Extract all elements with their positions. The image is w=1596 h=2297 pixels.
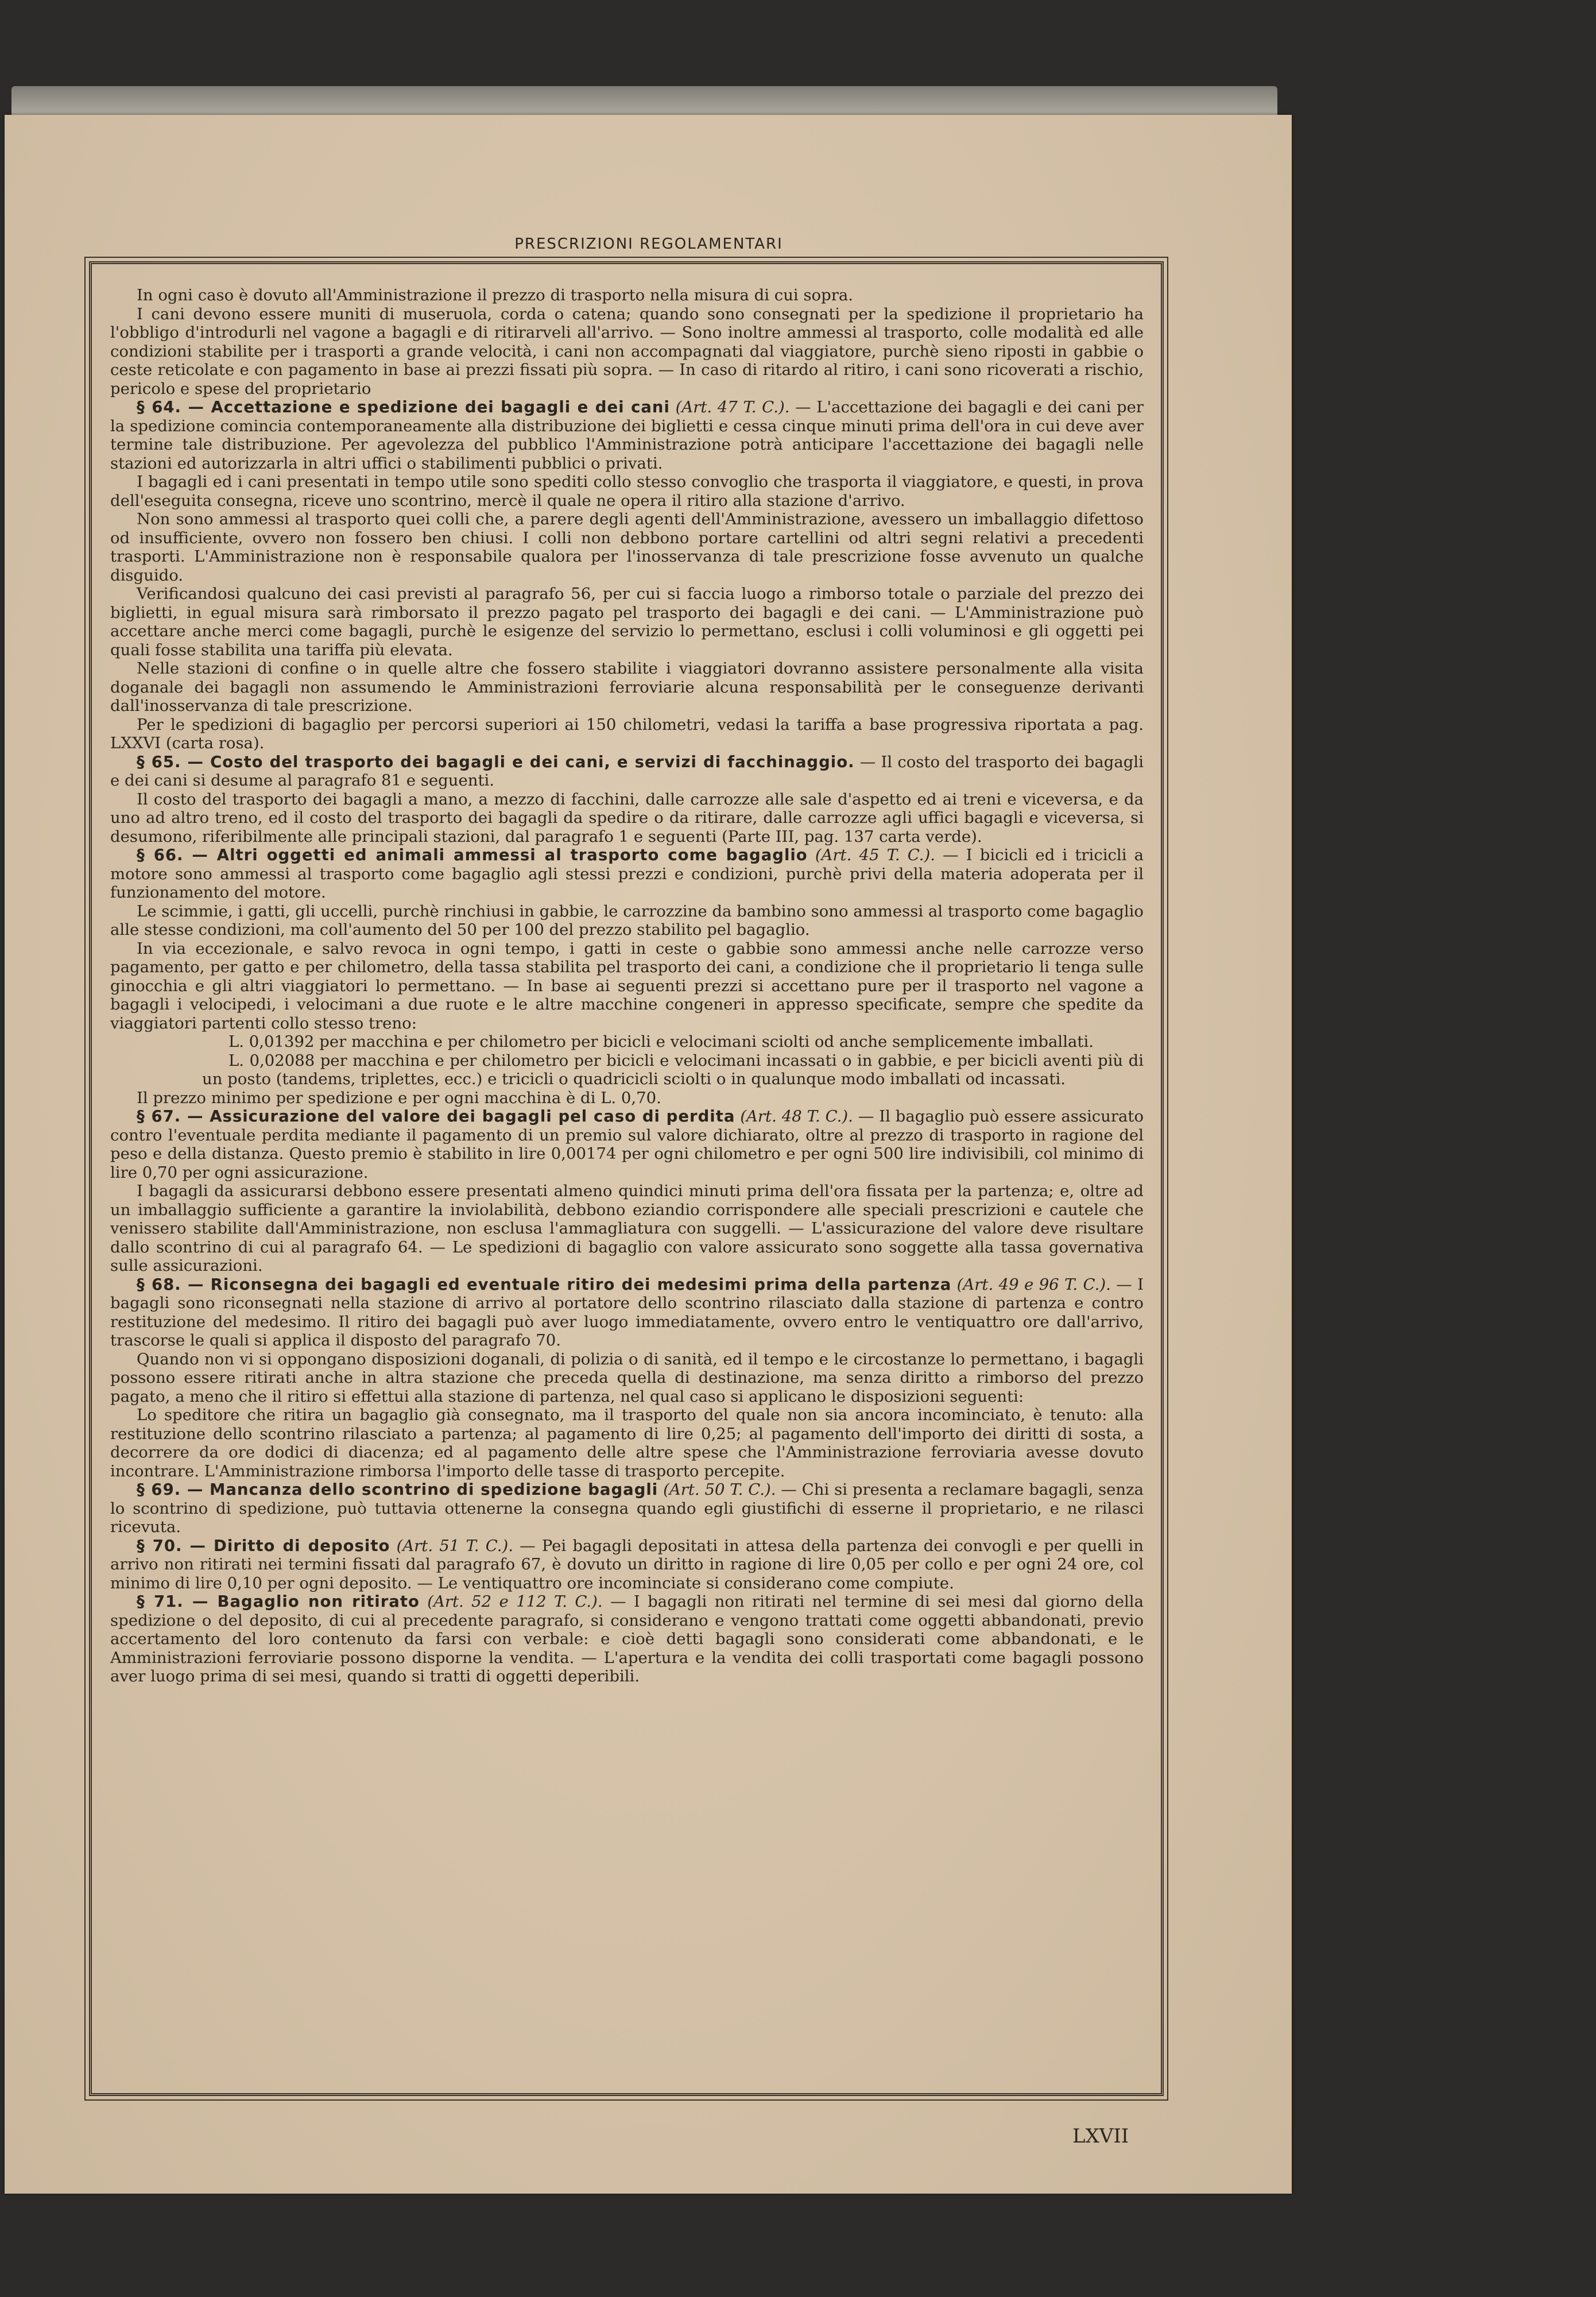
paragraph [110, 473, 1144, 510]
paragraph [110, 790, 1144, 846]
section-heading: § 66. — Altri oggetti ed animali ammessi al trasporto come bagaglio [137, 846, 808, 864]
paragraph-group-2 [110, 1089, 1144, 1686]
tariff-price: L. 0,02088 [228, 1051, 315, 1070]
section-paragraph [110, 1275, 1144, 1350]
page-number: LXVII [1072, 2125, 1129, 2148]
paragraph-text: — Chi si presenta a reclamare bagagli, senza lo scontrino di spedizione, può tuttavia ottenerne la consegna quando egli giustifichi di esserne il proprietario, e ne rilasci ricevuta. [110, 1480, 1144, 1536]
paragraph-text: In via eccezionale, e salvo revoca in ogni tempo, i gatti in ceste o gabbie sono ammessi anche nelle carrozze verso pagamento, per gatto e per chilometro, della tassa stabilita pel trasporto dei cani, a condizione che il proprietario li tenga sulle ginocchia e gli altri viaggiatori lo permettano. — In base ai seguenti prezzi si accettano pure per il trasporto nel vagone a bagagli i velocipedi, i velocimani a due ruote e le altre macchine congeneri in appresso specificate, sempre che spedite da viaggiatori partenti collo stesso treno: [110, 939, 1144, 1033]
article-reference: (Art. 51 T. C.). [396, 1536, 513, 1555]
section-heading: § 70. — Diritto di deposito [137, 1536, 390, 1555]
paragraph-text: Per le spedizioni di bagaglio per percorsi superiori ai 150 chilometri, vedasi la tariffa a base progressiva riportata a pag. LXXVI (carta rosa). [110, 715, 1144, 752]
section-paragraph [110, 1592, 1144, 1686]
paragraph [110, 1182, 1144, 1275]
article-reference: (Art. 49 e 96 T. C.). [956, 1275, 1111, 1294]
section-heading: § 68. — Riconsegna dei bagagli ed eventuale ritiro dei medesimi prima della partenza [137, 1275, 952, 1294]
tariff-description: per macchina e per chilometro per bicicli e velocimani sciolti od anche semplicemente imballati. [319, 1033, 1094, 1051]
paragraph [110, 1406, 1144, 1480]
paragraph [110, 286, 1144, 305]
paragraph [110, 510, 1144, 585]
paragraph-text: In ogni caso è dovuto all'Amministrazione il prezzo di trasporto nella misura di cui sopra. [137, 286, 854, 304]
paragraph-text: Verificandosi qualcuno dei casi previsti al paragrafo 56, per cui si faccia luogo a rimborso totale o parziale del prezzo dei biglietti, in egual misura sarà rimborsato il prezzo pagato pel trasporto dei bagagli e dei cani. — L'Amministrazione può accettare anche merci come bagagli, purchè le esigenze del servizio lo permettano, esclusi i colli voluminosi e gli oggetti pei quali fosse stabilita una tariffa più elevata. [110, 585, 1144, 659]
paragraph-text: Non sono ammessi al trasporto quei colli che, a parere degli agenti dell'Amministrazione, avessero un imballaggio difettoso od insufficiente, ovvero non fossero ben chiusi. I colli non debbono portare cartellini od altri segni relativi a precedenti trasporti. L'Amministrazione non è responsabile qualora per l'inosservanza di tale prescrizione fosse avvenuto un qualche disguido. [110, 510, 1144, 585]
article-reference: (Art. 48 T. C.). [740, 1107, 853, 1126]
section-heading: § 67. — Assicurazione del valore dei bagagli pel caso di perdita [137, 1107, 735, 1126]
section-paragraph [110, 1480, 1144, 1537]
paragraph-text: I bagagli da assicurarsi debbono essere presentati almeno quindici minuti prima dell'ora fissata per la partenza; e, oltre ad un imballaggio sufficiente a garantire la inviolabilità, debbono eziandio corrispondere alle speciali prescrizioni e cautele che venissero stabilite dall'Amministrazione, non esclusa l'ammagliatura con suggelli. — L'assicurazione del valore deve risultare dallo scontrino di cui al paragrafo 64. — Le spedizioni di bagaglio con valore assicurato sono soggette alla tassa governativa sulle assicurazioni. [110, 1182, 1144, 1275]
paragraph [110, 1350, 1144, 1406]
paragraph-text: — Il costo del trasporto dei bagagli e dei cani si desume al paragrafo 81 e seguenti. [110, 752, 1144, 790]
paragraph-text: Il costo del trasporto dei bagagli a mano, a mezzo di facchini, dalle carrozze alle sale d'aspetto ed ai treni e viceversa, e da uno ad altro treno, ed il costo del trasporto dei bagagli da spedire o da ritirare, dalle carrozze agli uffici bagagli e viceversa, si desumono, riferibilmente alle principali stazioni, dal paragrafo 1 e seguenti (Parte III, pag. 137 carta verde). [110, 790, 1144, 846]
body-text [110, 286, 1144, 2089]
paragraph-text: — L'accettazione dei bagagli e dei cani per la spedizione comincia contemporaneamente alla distribuzione dei biglietti e cessa cinque minuti prima dell'ora in cui deve aver termine tale distribuzione. Per agevolezza del pubblico l'Amministrazione potrà anticipare l'accettazione dei bagagli nelle stazioni ed autorizzarla in altri uffici o stabilimenti pubblici o privati. [110, 398, 1144, 473]
paragraph-text: Le scimmie, i gatti, gli uccelli, purchè rinchiusi in gabbie, le carrozzine da bambino sono ammessi al trasporto come bagaglio alle stesse condizioni, ma coll'aumento del 50 per 100 del prezzo stabilito pel bagaglio. [110, 902, 1144, 939]
running-head: PRESCRIZIONI REGOLAMENTARI [514, 235, 783, 253]
section-paragraph [110, 1107, 1144, 1182]
paragraph [110, 585, 1144, 659]
tariff-description: per macchina e per chilometro per bicicli e velocimani incassati o in gabbie, e per bicicli aventi più di un posto (tandems, triplettes, ecc.) e tricicli o quadricicli sciolti o in qualunque modo imballati od incassati. [202, 1051, 1144, 1088]
section-paragraph [110, 846, 1144, 902]
tariff-list [110, 1033, 1144, 1089]
paragraph [110, 659, 1144, 716]
tariff-price: L. 0,01392 [228, 1033, 315, 1051]
paragraph [110, 902, 1144, 939]
paragraph-text: Quando non vi si oppongano disposizioni doganali, di polizia o di sanità, ed il tempo e le circostanze lo permettano, i bagagli possono essere ritirati anche in altra stazione che preceda quella di destinazione, ma senza diritto a rimborso del prezzo pagato, a meno che il ritiro si effettui alla stazione di partenza, nel qual caso si applicano le disposizioni seguenti: [110, 1349, 1144, 1406]
article-reference: (Art. 47 T. C.). [675, 398, 790, 416]
section-heading: § 69. — Mancanza dello scontrino di spedizione bagagli [137, 1480, 658, 1499]
paragraph-text: — I bagagli non ritirati nel termine di sei mesi dal giorno della spedizione o del deposito, di cui al precedente paragrafo, si considerano e vengono trattati come oggetti abbandonati, previo accertamento del loro contenuto da farsi con verbale: e cioè detti bagagli sono considerati come abbandonati, e le Amministrazioni ferroviarie possono disporne la vendita. — L'apertura e la vendita dei colli trasportati come bagagli possono aver luogo prima di sei mesi, quando si tratti di oggetti deperibili. [110, 1592, 1144, 1685]
paragraph-text: — I bicicli ed i tricicli a motore sono ammessi al trasporto come bagaglio agli stessi prezzi e condizioni, purchè privi della materia adoperata per il funzionamento del motore. [110, 846, 1144, 902]
paragraph-text: — Pei bagagli depositati in attesa della partenza dei convogli e per quelli in arrivo non ritirati nei termini fissati dal paragrafo 67, è dovuto un diritto in ragione di lire 0,05 per collo e per ogni 24 ore, col minimo di lire 0,10 per ogni deposito. — Le ventiquattro ore incominciate si considerano come compiute. [110, 1536, 1144, 1592]
section-heading: § 71. — Bagaglio non ritirato [137, 1592, 420, 1611]
paragraph [110, 305, 1144, 399]
section-paragraph [110, 398, 1144, 473]
paragraph-group-1 [110, 286, 1144, 1033]
section-heading: § 65. — Costo del trasporto dei bagagli e dei cani, e servizi di facchinaggio. [137, 752, 855, 771]
paragraph-text: — I bagagli sono riconsegnati nella stazione di arrivo al portatore dello scontrino rilasciato dalla stazione di partenza e contro restituzione del medesimo. Il ritiro dei bagagli può aver luogo immediatamente, ovvero entro le ventiquattro ore dall'arrivo, trascorse le quali si applica il disposto del paragrafo 70. [110, 1275, 1144, 1349]
paragraph [110, 1089, 1144, 1108]
section-paragraph [110, 753, 1144, 790]
paragraph-text: Nelle stazioni di confine o in quelle altre che fossero stabilite i viaggiatori dovranno assistere personalmente alla visita doganale dei bagagli non assumendo le Amministrazioni ferroviarie alcuna responsabilità per le conseguenze derivanti dall'inosservanza di tale prescrizione. [110, 659, 1144, 715]
tariff-row [110, 1033, 1144, 1051]
paragraph-text: Il prezzo minimo per spedizione e per ogni macchina è di L. 0,70. [137, 1088, 661, 1107]
paragraph-text: I cani devono essere muniti di museruola, corda o catena; quando sono consegnati per la spedizione il proprietario ha l'obbligo d'introdurli nel vagone a bagagli e di ritirarveli all'arrivo. — Sono inoltre ammessi al trasporto, colle modalità ed alle condizioni stabilite per i trasporti a grande velocità, i cani non accompagnati dal viaggiatore, purchè sieno riposti in gabbie o ceste reticolate e con pagamento in base ai prezzi fissati più sopra. — In caso di ritardo al ritiro, i cani sono ricoverati a rischio, pericolo e spese del proprietario [110, 304, 1144, 398]
paragraph [110, 939, 1144, 1033]
tariff-row [110, 1051, 1144, 1089]
paragraph-text: — Il bagaglio può essere assicurato contro l'eventuale perdita mediante il pagamento di un premio sul valore dichiarato, oltre al prezzo di trasporto in ragione del peso e della distanza. Questo premio è stabilito in lire 0,00174 per ogni chilometro e per ogni 500 lire indivisibili, col minimo di lire 0,70 per ogni assicurazione. [110, 1107, 1144, 1182]
article-reference: (Art. 52 e 112 T. C.). [427, 1592, 603, 1611]
paragraph-text: Lo speditore che ritira un bagaglio già consegnato, ma il trasporto del quale non sia ancora incominciato, è tenuto: alla restituzione dello scontrino rilasciato a partenza; al pagamento di lire 0,25; al pagamento dell'importo dei diritti di sosta, a decorrere da ore dodici di diacenza; ed al pagamento delle altre spese che l'Amministrazione ferroviaria avesse dovuto incontrare. L'Amministrazione rimborsa l'importo delle tasse di trasporto percepite. [110, 1406, 1144, 1480]
section-paragraph [110, 1537, 1144, 1593]
article-reference: (Art. 50 T. C.). [663, 1480, 776, 1499]
paragraph-text: I bagagli ed i cani presentati in tempo utile sono spediti collo stesso convoglio che trasporta il viaggiatore, e questi, in prova dell'eseguita consegna, riceve uno scontrino, mercè il quale ne opera il ritiro alla stazione d'arrivo. [110, 473, 1144, 510]
paragraph [110, 716, 1144, 753]
article-reference: (Art. 45 T. C.). [815, 846, 936, 864]
section-heading: § 64. — Accettazione e spedizione dei bagagli e dei cani [137, 398, 670, 416]
